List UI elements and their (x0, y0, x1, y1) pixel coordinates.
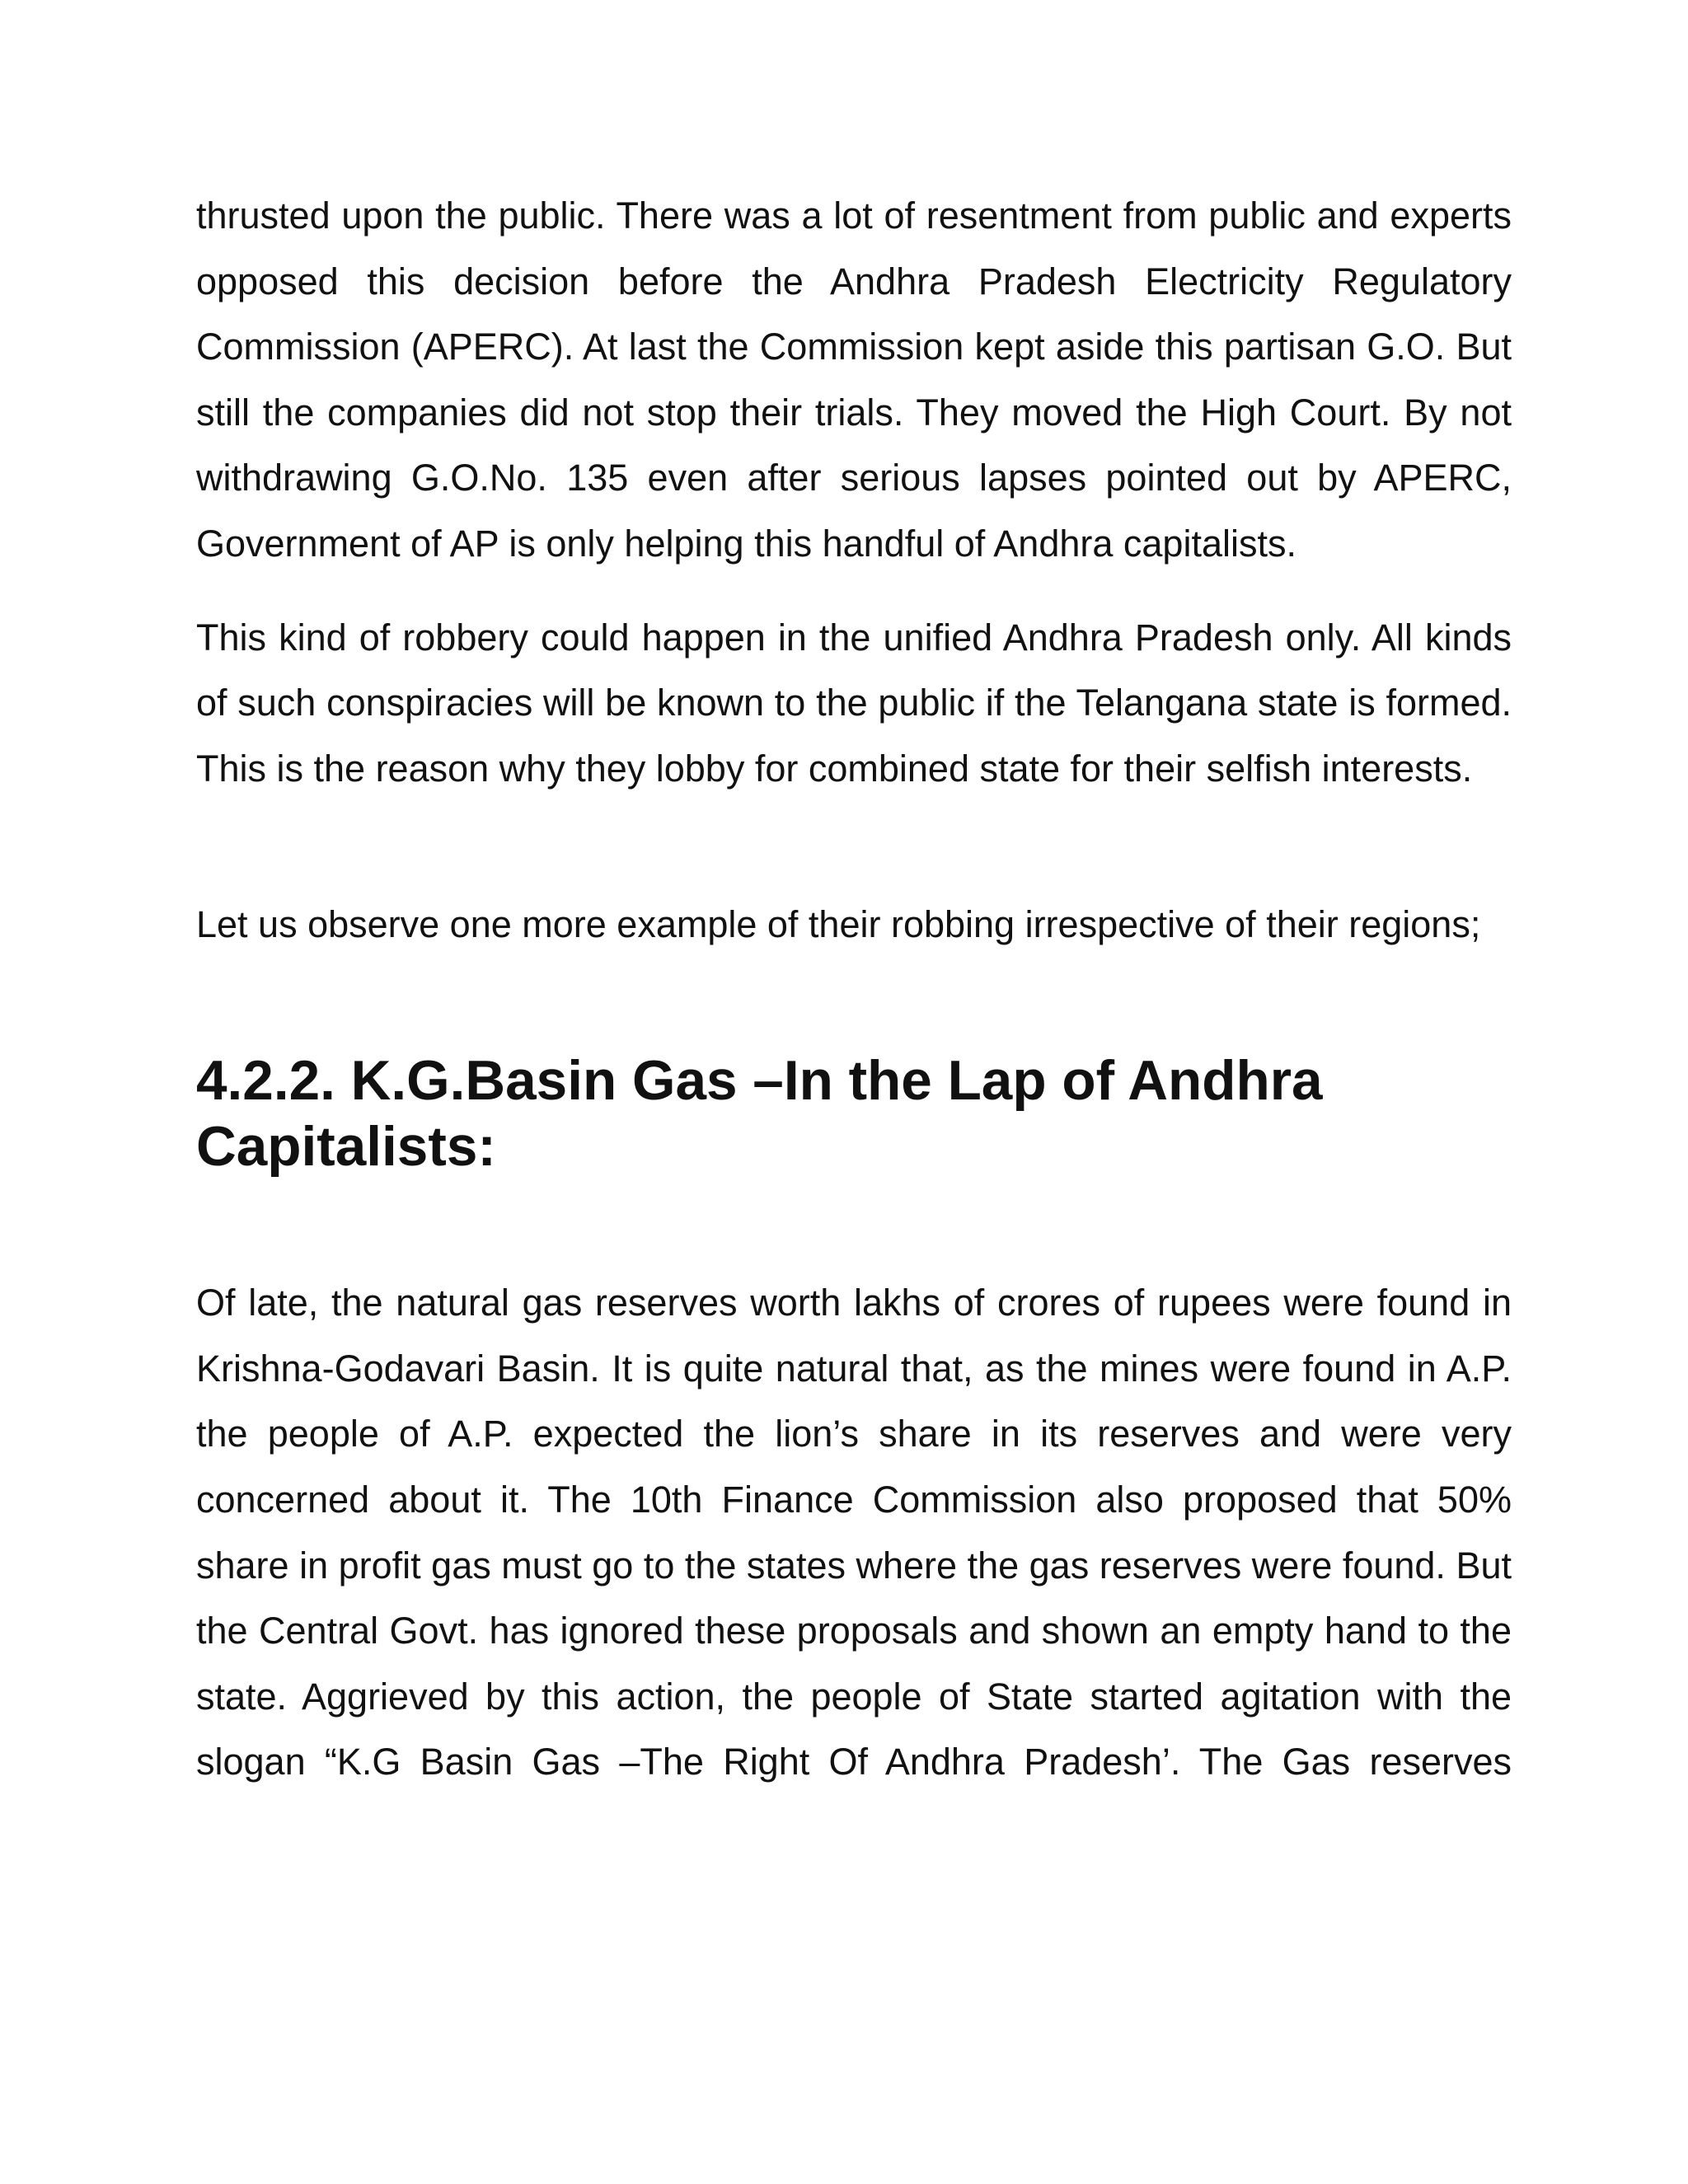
paragraph-aperc-go: thrusted upon the public. There was a lot of resentment from public and experts opposed this decision before the Andhra Pradesh Electricity Regulatory Commission (APERC). At last the Commission kept aside this partisan G.O. But still the companies did not stop their trials. They moved the High Court. By not withdrawing G.O.No. 135 even after serious lapses pointed out by APERC, Government of AP is only helping this handful of Andhra capitalists. (196, 194, 1512, 565)
paragraph-kg-basin-gas: Of late, the natural gas reserves worth lakhs of crores of rupees were found in Krishna-Godavari Basin. It is quite natural that, as the mines were found in A.P. the people of A.P. expected the lion’s share in its reserves and were very concerned about it. The 10th Finance Commission also proposed that 50% share in profit gas must go to the states where the gas reserves were found. But the Central Govt. has ignored these proposals and shown an empty hand to the state. Aggrieved by this action, the people of State started agitation with the slogan “K.G Basin Gas –The Right Of Andhra Pradesh’. The Gas reserves (196, 1282, 1512, 1783)
paragraph-unified-ap-robbery: This kind of robbery could happen in the unified Andhra Pradesh only. All kinds of such conspiracies will be known to the public if the Telangana state is formed. This is the reason why they lobby for combined state for their selfish interests. (196, 616, 1512, 790)
paragraph-another-example: Let us observe one more example of their robbing irrespective of their regions; (196, 903, 1481, 946)
document-page (196, 183, 1512, 1795)
section-heading-kg-basin: 4.2.2. K.G.Basin Gas –In the Lap of Andhra Capitalists: (196, 1049, 1323, 1178)
